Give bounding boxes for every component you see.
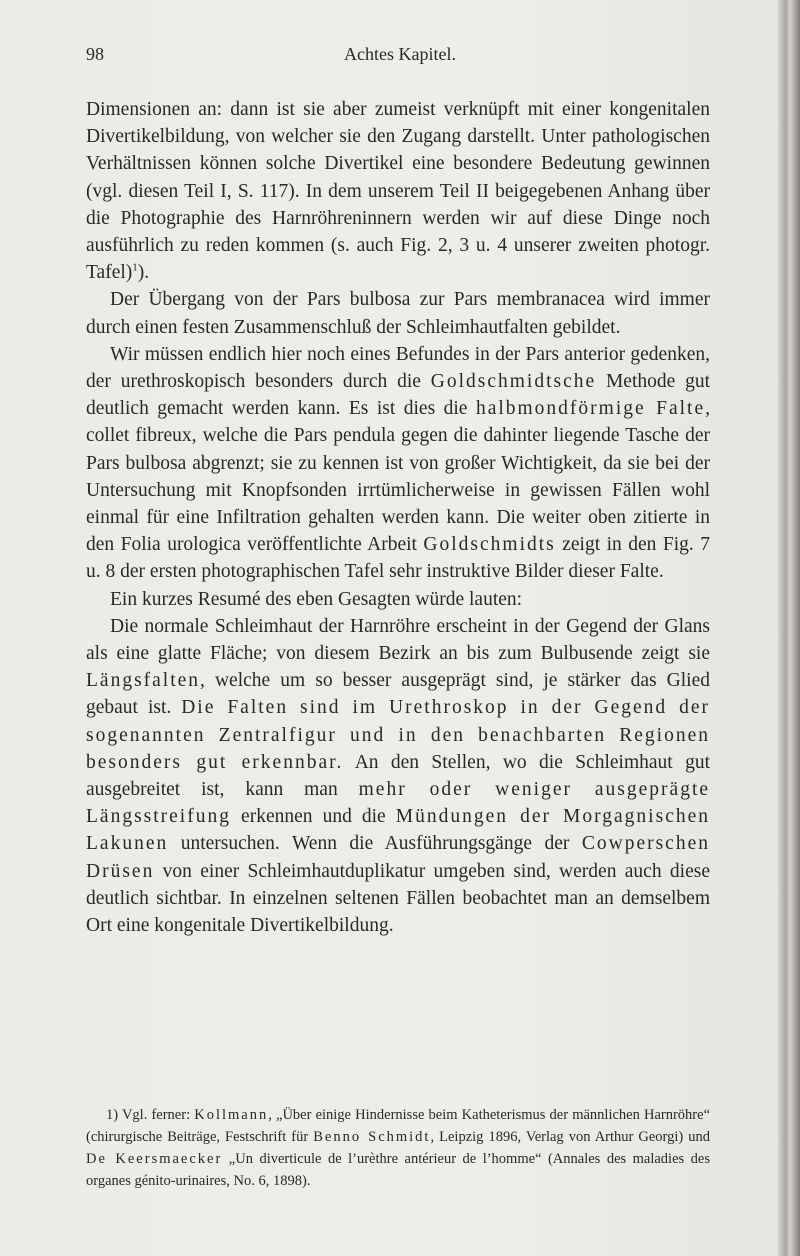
text-run: Methode gut deutlich gemacht werden kann. Es ist dies die <box>86 371 710 420</box>
footnotes <box>86 1104 710 1192</box>
spaced-emphasis: Längsfalten <box>86 670 201 692</box>
text-run: Wir müssen endlich hier noch eines Befundes in der Pars anterior gedenken, der urethroskopisch besonders durch die <box>86 343 710 393</box>
text-run: 1) Vgl. ferner: <box>106 1107 195 1123</box>
spaced-emphasis: Goldschmidtsche <box>430 371 597 393</box>
text-run: zeigt in den Fig. 7 u. 8 der ersten photographischen Tafel sehr instruktive Bilder dieser Falte. <box>86 534 710 583</box>
text-run: , collet fibreux, welche die Pars pendula gegen die dahinter liegende Tasche der Pars bulbosa abgrenzt; sie zu kennen ist von großer Wichtigkeit, da sie bei der Untersuchung mit Knopfsonden irrtümlicherweise in gewissen Fällen wohl einmal für eine Infiltration gehalten werden kann. Die weiter oben zitierte in den Folia urologica veröffentlichte Arbeit <box>86 398 710 556</box>
running-title: Achtes Kapitel. <box>344 44 456 64</box>
text-run: untersuchen. Wenn die Ausführungsgänge der <box>168 833 582 855</box>
spaced-emphasis: Goldschmidts <box>423 534 556 556</box>
spaced-emphasis: Die Falten sind im Urethroskop in der Gegend der sogenannten Zentralfigur und in den benachbarten Regionen besonders gut erkennbar. <box>86 697 711 773</box>
text-run: An den Stellen, wo die Schleimhaut gut ausgebreitet ist, kann man <box>86 751 711 801</box>
page-header <box>86 44 714 72</box>
page-number: 98 <box>86 44 104 64</box>
paragraph <box>86 341 710 586</box>
page-edge-shadow <box>778 0 800 1256</box>
paragraph <box>86 96 710 286</box>
text-run: , Leipzig 1896, Verlag von Arthur Georgi) und <box>430 1129 711 1145</box>
text-run: Die normale Schleimhaut der Harnröhre erscheint in der Gegend der Glans als eine glatte Fläche; von diesem Bezirk an bis zum Bulbusende zeigt sie <box>86 615 710 665</box>
text-run: erkennen und die <box>230 806 396 828</box>
spaced-emphasis: De Keersmaecker <box>86 1151 223 1167</box>
text-run: Dimensionen an: dann ist sie aber zumeist verknüpft mit einer kongenitalen Divertikelbildung, von welcher sie den Zugang darstellt. Unter pathologischen Verhältnissen können solche Divertikel eine besondere Bedeutung gewinnen (vgl. diesen Teil I, S. 117). In dem unserem Teil II beigegebenen Anhang über die Photographie des Harnröhreninnern werden wir auf diese Dinge noch ausführlich zu reden kommen (s. auch Fig. 2, 3 u. 4 unserer zweiten photogr. Tafel) <box>86 99 710 284</box>
spaced-emphasis: Mündungen der Morgagnischen Lakunen <box>86 806 710 855</box>
footnote-marker: 1 <box>132 261 138 274</box>
spaced-emphasis: Cowperschen Drüsen <box>86 833 710 882</box>
text-run: von einer Schleimhautduplikatur umgeben sind, werden auch diese deutlich sichtbar. In einzelnen seltenen Fällen beobachtet man an demselbem Ort eine kongenitale Divertikelbildung. <box>86 860 710 937</box>
spaced-emphasis: halbmondförmige Falte <box>475 398 706 420</box>
text-run: , welche um so besser ausgeprägt sind, je stärker das Glied gebaut ist. <box>86 670 710 719</box>
spaced-emphasis: mehr oder weniger ausgeprägte Längsstreifung <box>86 779 711 828</box>
text-run: ). <box>137 262 150 284</box>
paragraph <box>86 613 710 939</box>
spaced-emphasis: Benno Schmidt <box>313 1129 431 1145</box>
text-run: Ein kurzes Resumé des eben Gesagten würde lauten: <box>110 588 523 610</box>
spaced-emphasis: Kollmann <box>194 1107 269 1123</box>
footnote <box>86 1104 710 1192</box>
paragraph <box>86 286 710 340</box>
main-text <box>86 96 710 939</box>
text-run: Der Übergang von der Pars bulbosa zur Pars membranacea wird immer durch einen festen Zusammenschluß der Schleimhautfalten gebildet. <box>86 289 710 338</box>
text-run: , „Über einige Hindernisse beim Katheterismus der männlichen Harnröhre“ (chirurgische Beiträge, Festschrift für <box>86 1107 711 1145</box>
paragraph <box>86 586 710 613</box>
text-run: „Un diverticule de l’urèthre antérieur de l’homme“ (Annales des maladies des organes génito-urinaires, No. 6, 1898). <box>86 1151 710 1189</box>
